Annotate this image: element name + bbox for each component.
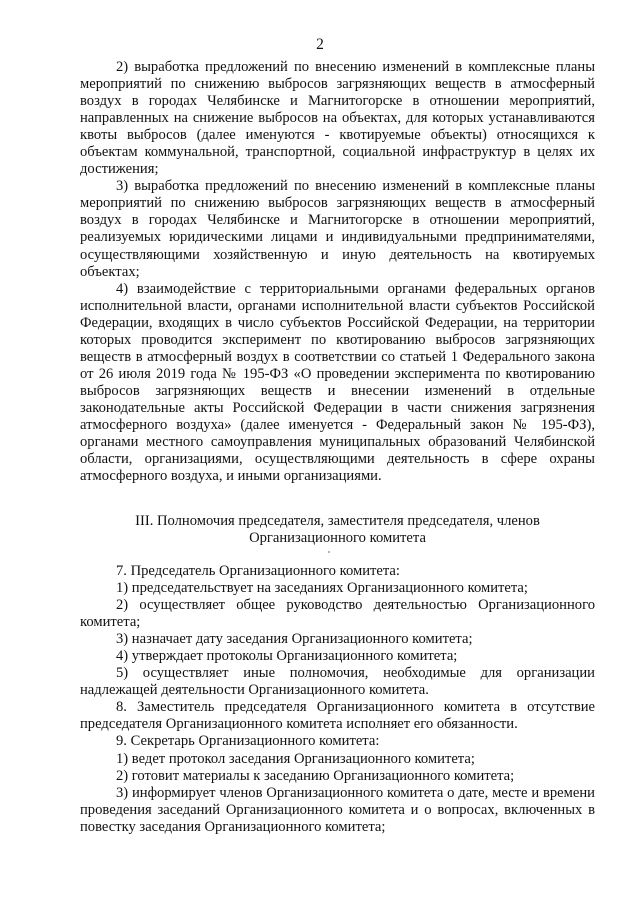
section-heading-line-2: Организационного комитета: [249, 530, 426, 547]
paragraph-7-item-1: 1) председательствует на заседаниях Организационного комитета;: [116, 580, 528, 597]
paragraph-8: 8. Заместитель председателя Организационного комитета в отсутствие председателя Организационного комитета исполняет его обязанности.: [80, 699, 595, 733]
paragraph-7-item-2: 2) осуществляет общее руководство деятельностью Организационного комитета;: [80, 597, 595, 631]
section-heading-line-1: III. Полномочия председателя, заместителя председателя, членов: [135, 513, 540, 529]
paragraph-9: 9. Секретарь Организационного комитета:: [116, 733, 380, 750]
paragraph-7-item-4: 4) утверждает протоколы Организационного комитета;: [116, 648, 458, 665]
paragraph-item-2: 2) выработка предложений по внесению изменений в комплексные планы мероприятий по снижению выбросов загрязняющих веществ в атмосферный воздух в городах Челябинске и Магнитогорске в отношении мероприятий, направленных на снижение выбросов на объектах, для которых устанавливаются квоты выбросов (далее именуются - квотируемые объекты) относящихся к объектам коммунальной, транспортной, социальной инфраструктур в целях их достижения;: [80, 59, 595, 178]
scan-speck: [328, 551, 330, 553]
paragraph-item-4: 4) взаимодействие с территориальными органами федеральных органов исполнительной власти, органами исполнительной власти субъектов Российской Федерации, входящих в число субъектов Российской Федерации, на территории которых проводится эксперимент по квотированию выбросов загрязняющих веществ в атмосферный воздух в соответствии со статьей 1 Федерального закона от 26 июля 2019 года № 195-ФЗ «О проведении эксперимента по квотированию выбросов загрязняющих веществ и внесении изменений в отдельные законодательные акты Российской Федерации в части снижения загрязнения атмосферного воздуха» (далее именуется - Федеральный закон № 195-ФЗ), органами местного самоуправления муниципальных образований Челябинской области, организациями, осуществляющими деятельность в сфере охраны атмосферного воздуха, и иными организациями.: [80, 280, 595, 485]
section-two-continuation: [80, 59, 595, 485]
paragraph-7: 7. Председатель Организационного комитета:: [116, 563, 400, 579]
paragraph-7-item-3: 3) назначает дату заседания Организационного комитета;: [116, 631, 473, 648]
paragraph-9-item-2: 2) готовит материалы к заседанию Организационного комитета;: [116, 767, 515, 784]
section-three-heading: [80, 513, 595, 548]
paragraph-7-item-5: 5) осуществляет иные полномочия, необходимые для организации надлежащей деятельности Организационного комитета.: [80, 665, 595, 699]
section-three-body: [80, 563, 595, 836]
paragraph-9-item-1: 1) ведет протокол заседания Организационного комитета;: [116, 750, 475, 767]
page-number: 2: [316, 36, 324, 53]
paragraph-9-item-3: 3) информирует членов Организационного комитета о дате, месте и времени проведения заседаний Организационного комитета и о вопросах, включенных в повестку заседания Организационного комитета;: [80, 784, 595, 835]
paragraph-item-3: 3) выработка предложений по внесению изменений в комплексные планы мероприятий по снижению выбросов загрязняющих веществ в атмосферный воздух в городах Челябинске и Магнитогорске в отношении мероприятий, реализуемых юридическими лицами и индивидуальными предпринимателями, осуществляющими хозяйственную и иную деятельность на квотируемых объектах;: [80, 178, 595, 280]
